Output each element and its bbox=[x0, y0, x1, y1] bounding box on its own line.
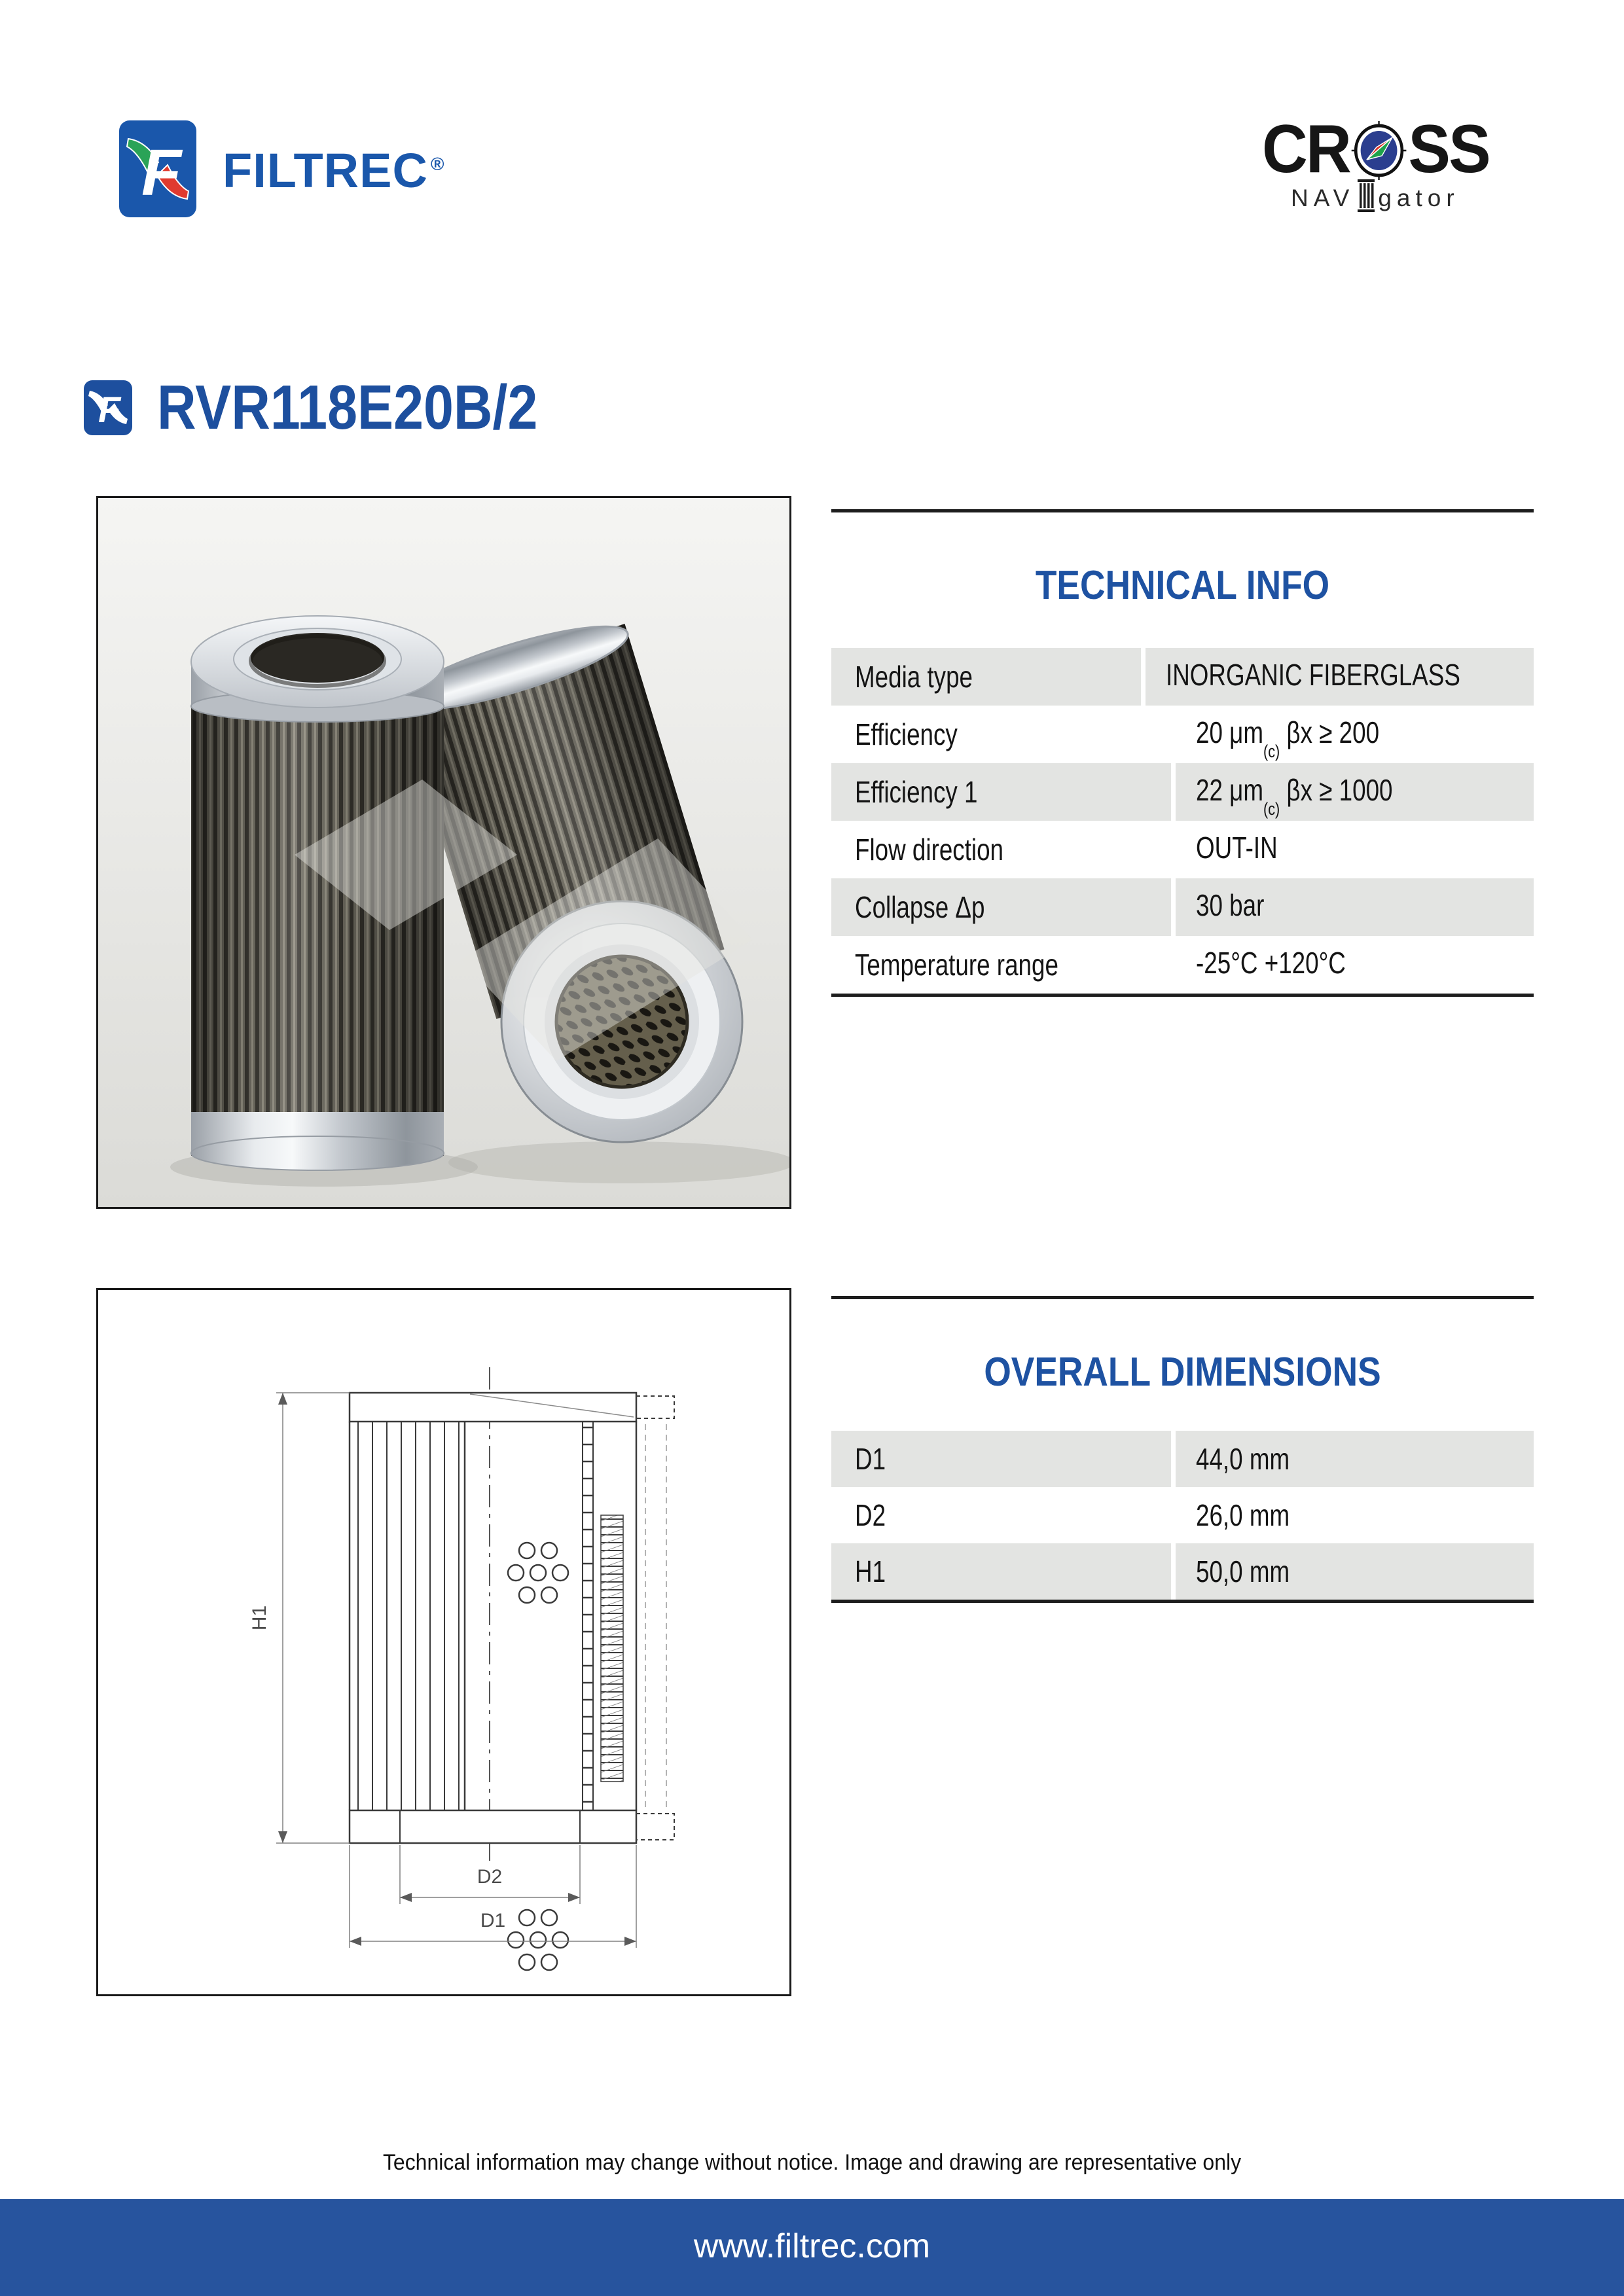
filtrec-logo bbox=[119, 120, 486, 219]
table-row bbox=[831, 1543, 1534, 1600]
row-value: 44,0 mm bbox=[1196, 1442, 1290, 1476]
row-value: -25°C +120°C bbox=[1196, 945, 1346, 980]
row-value: 26,0 mm bbox=[1196, 1498, 1290, 1532]
row-value: 30 bar bbox=[1196, 888, 1265, 922]
nav-right: gator bbox=[1378, 185, 1460, 211]
row-label: Temperature range bbox=[855, 948, 1058, 982]
section-divider bbox=[831, 509, 1534, 512]
cross-wordmark bbox=[1262, 111, 1506, 187]
product-code-icon bbox=[84, 380, 132, 435]
overall-dimensions-heading: OVERALL DIMENSIONS bbox=[984, 1350, 1381, 1395]
nav-left: NAV bbox=[1291, 185, 1355, 211]
cross-part2: SS bbox=[1408, 111, 1489, 187]
row-value: 22 $\mu m_{(c)}$ βx ≥ 1000 bbox=[1196, 772, 1393, 819]
footer-bar bbox=[0, 2199, 1624, 2296]
row-label: Media type bbox=[855, 660, 973, 694]
filtrec-wordmark: FILTREC ® bbox=[223, 143, 445, 198]
overall-dimensions-table bbox=[831, 1431, 1534, 1603]
footer-disclaimer: Technical information may change without notice. Image and drawing are representative only bbox=[382, 2150, 1242, 2175]
table-row bbox=[831, 878, 1534, 936]
cross-part1: CR bbox=[1262, 111, 1350, 187]
row-value: 50,0 mm bbox=[1196, 1554, 1290, 1588]
cross-navigator-logo bbox=[1262, 111, 1524, 217]
row-value: INORGANIC FIBERGLASS bbox=[1165, 657, 1460, 692]
registered-mark: ® bbox=[430, 154, 445, 175]
table-row bbox=[831, 936, 1534, 994]
row-label: D2 bbox=[855, 1498, 886, 1532]
section-divider bbox=[831, 1296, 1534, 1299]
table-bottom-divider bbox=[831, 994, 1534, 997]
product-photo-frame bbox=[96, 496, 791, 1209]
technical-info-heading: TECHNICAL INFO bbox=[1035, 563, 1330, 608]
table-row bbox=[831, 763, 1534, 821]
technical-info-section bbox=[831, 509, 1534, 997]
drawing-d1-label: D1 bbox=[480, 1910, 506, 1931]
table-bottom-divider bbox=[831, 1600, 1534, 1603]
technical-drawing-frame bbox=[96, 1288, 791, 1996]
drawing-h1-label: H1 bbox=[249, 1605, 270, 1631]
row-label: Flow direction bbox=[855, 833, 1004, 867]
row-label: Collapse Δp bbox=[855, 890, 985, 924]
table-row bbox=[831, 706, 1534, 763]
pillar-icon bbox=[1358, 179, 1375, 213]
filtrec-logo-mark-icon bbox=[119, 120, 196, 217]
table-row bbox=[831, 1431, 1534, 1487]
product-code-title: RVR118E20B/2 bbox=[157, 372, 538, 442]
technical-drawing bbox=[98, 1290, 789, 1994]
technical-info-table bbox=[831, 648, 1534, 997]
row-label: Efficiency bbox=[855, 717, 958, 751]
row-value: 20 $\mu m_{(c)}$ βx ≥ 200 bbox=[1196, 715, 1380, 762]
table-row bbox=[831, 1487, 1534, 1543]
svg-text:F: F bbox=[98, 389, 121, 430]
product-photo bbox=[98, 498, 789, 1207]
row-value: OUT-IN bbox=[1196, 830, 1278, 865]
table-row bbox=[831, 648, 1534, 706]
svg-text:F: F bbox=[141, 136, 182, 209]
row-label: Efficiency 1 bbox=[855, 775, 978, 809]
compass-icon bbox=[1351, 120, 1407, 181]
table-row bbox=[831, 821, 1534, 878]
navigator-wordmark bbox=[1291, 183, 1524, 217]
page-title-row bbox=[84, 372, 600, 444]
overall-dimensions-section bbox=[831, 1296, 1534, 1603]
website-link[interactable]: www.filtrec.com bbox=[693, 2227, 931, 2265]
drawing-d2-label: D2 bbox=[477, 1866, 503, 1888]
row-label: D1 bbox=[855, 1442, 886, 1476]
row-label: H1 bbox=[855, 1554, 886, 1588]
